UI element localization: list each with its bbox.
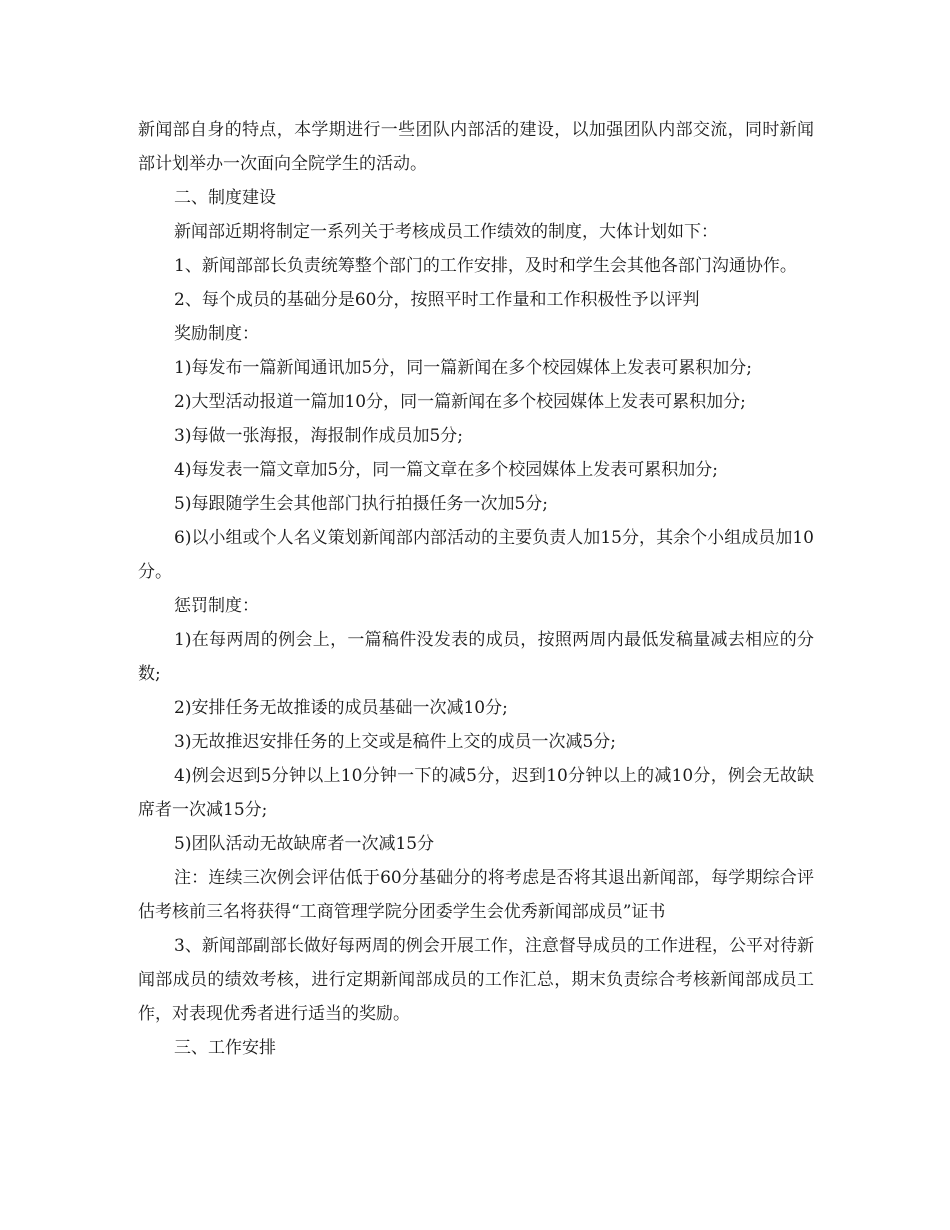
subheading: 惩罚制度： [174,596,259,616]
list-item: 3)无故推迟安排任务的上交或是稿件上交的成员一次减5分; [174,732,616,752]
list-item: 3)每做一张海报，海报制作成员加5分; [174,426,463,446]
note-paragraph: 注：连续三次例会评估低于60分基础分的将考虑是否将其退出新闻部，每学期综合评估考核前三名将获得“工商管理学院分团委学生会优秀新闻部成员”证书 [138,868,814,922]
document-body [138,113,814,1065]
list-item: 4)例会迟到5分钟以上10分钟一下的减5分，迟到10分钟以上的减10分，例会无故缺席者一次减15分; [138,766,814,820]
list-item: 2)大型活动报道一篇加10分，同一篇新闻在多个校园媒体上发表可累积加分; [174,392,746,412]
list-item: 5)每跟随学生会其他部门执行拍摄任务一次加5分; [174,494,548,514]
list-item: 1)每发布一篇新闻通讯加5分，同一篇新闻在多个校园媒体上发表可累积加分; [174,358,752,378]
list-item: 4)每发表一篇文章加5分，同一篇文章在多个校园媒体上发表可累积加分; [174,460,718,480]
list-item: 2)安排任务无故推诿的成员基础一次减10分; [174,698,508,718]
section-heading: 三、工作安排 [174,1038,276,1058]
list-item: 2、每个成员的基础分是60分，按照平时工作量和工作积极性予以评判 [174,290,700,310]
list-item: 1、新闻部部长负责统筹整个部门的工作安排，及时和学生会其他各部门沟通协作。 [174,256,797,276]
list-item: 5)团队活动无故缺席者一次减15分 [174,834,435,854]
subheading: 奖励制度： [174,324,259,344]
list-item: 3、新闻部副部长做好每两周的例会开展工作，注意督导成员的工作进程，公平对待新闻部成员的绩效考核，进行定期新闻部成员的工作汇总，期末负责综合考核新闻部成员工作，对表现优秀者进行适当的奖励。 [138,936,814,1024]
paragraph: 新闻部近期将制定一系列关于考核成员工作绩效的制度，大体计划如下： [174,222,718,242]
section-heading: 二、制度建设 [174,188,276,208]
paragraph: 新闻部自身的特点，本学期进行一些团队内部活的建设，以加强团队内部交流，同时新闻部计划举办一次面向全院学生的活动。 [138,120,814,174]
list-item: 1)在每两周的例会上，一篇稿件没发表的成员，按照两周内最低发稿量减去相应的分数; [138,630,814,684]
list-item: 6)以小组或个人名义策划新闻部内部活动的主要负责人加15分，其余个小组成员加10分。 [138,528,814,582]
